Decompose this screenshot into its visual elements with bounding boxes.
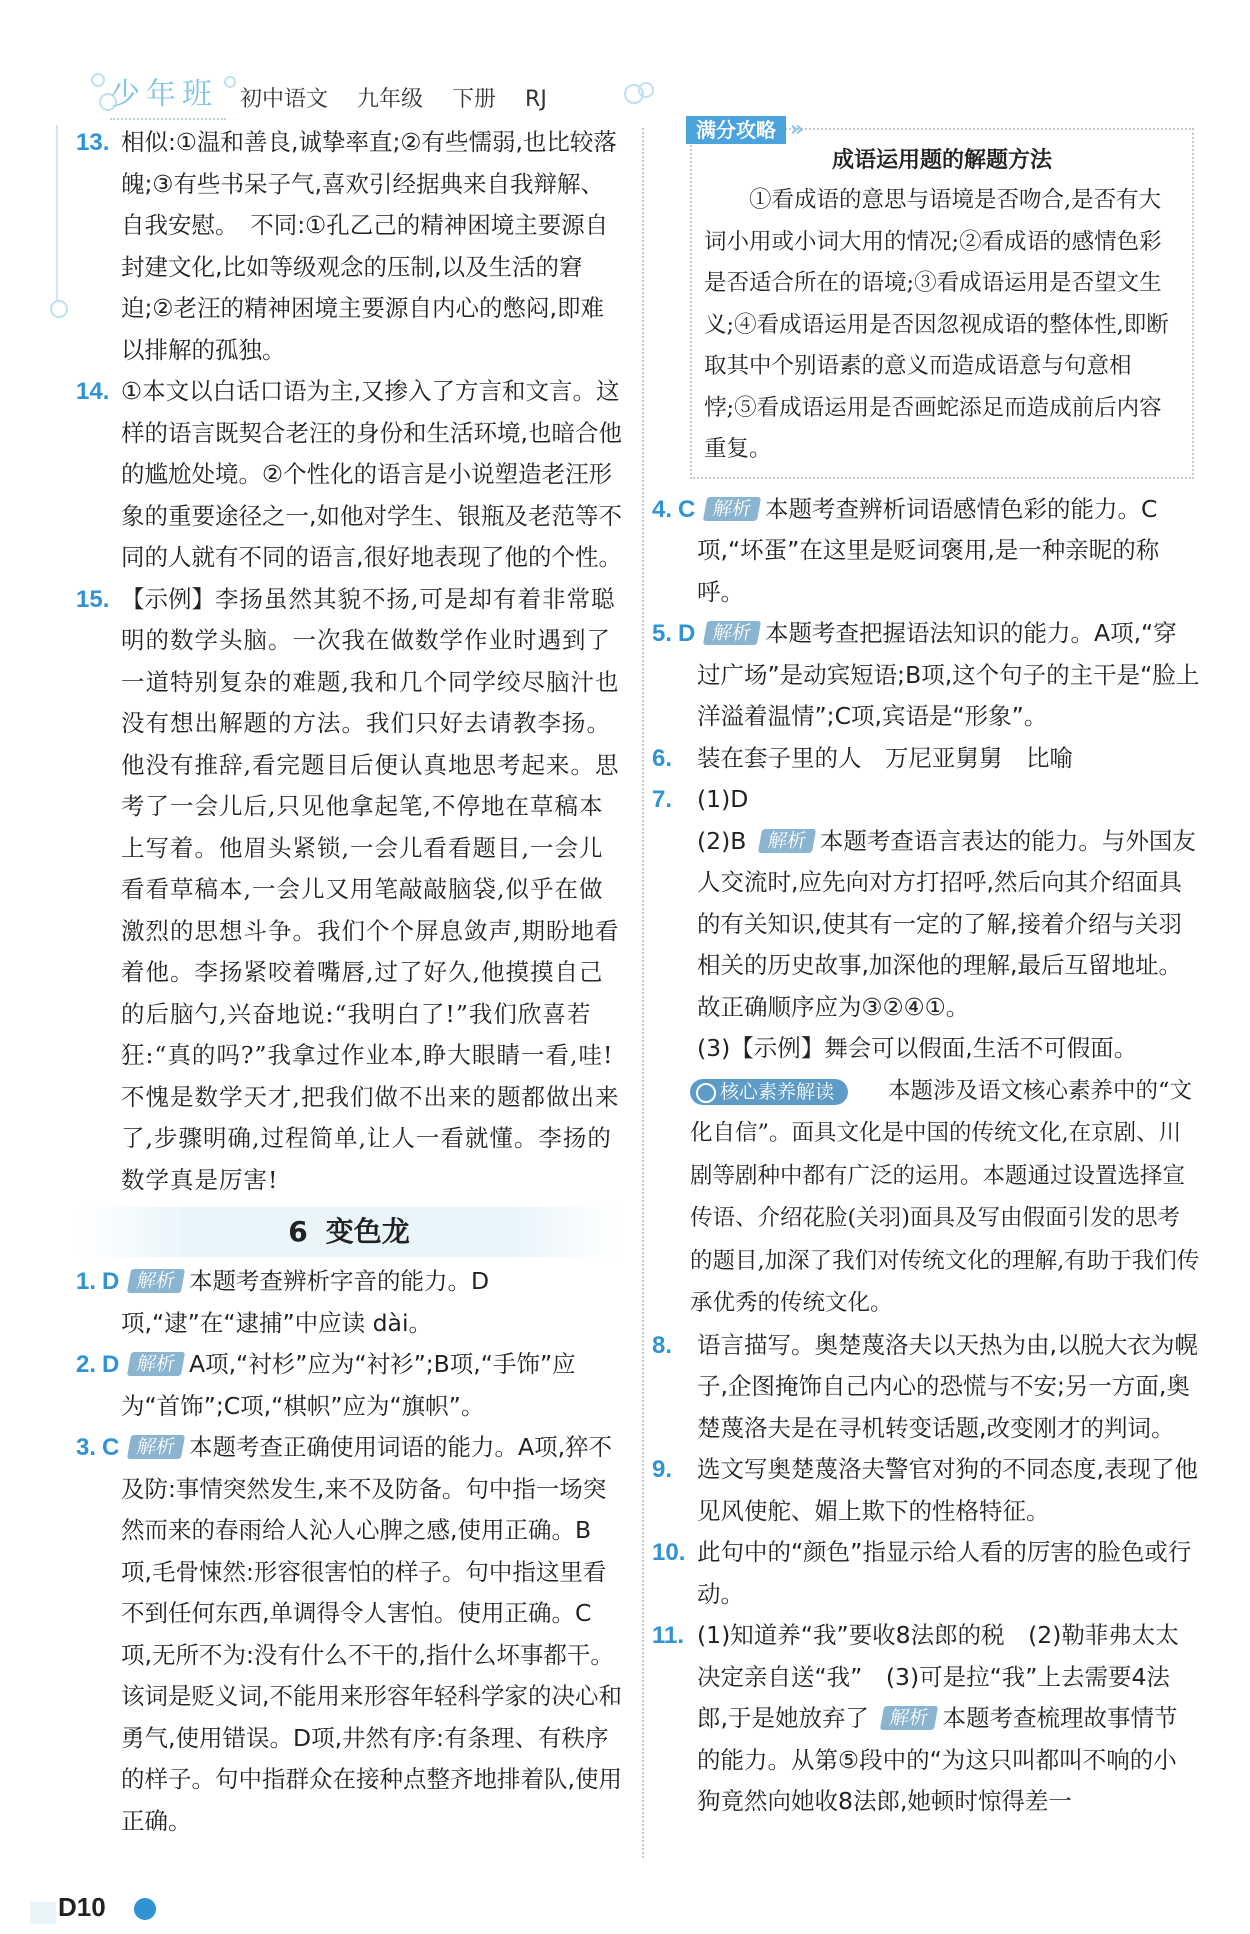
analysis-text: 本题考查梳理故事情节的能力。从第⑤段中的“为这只叫都叫不响的小狗竟然向她收8法郎,她顿时惊得差一	[697, 1704, 1178, 1815]
answer-text: (1)知道养“我”要收8法郎的税 (2)勒菲弗太太决定亲自送“我” (3)可是拉“我”上去需要4法郎,于是她放弃了	[697, 1621, 1179, 1732]
answer-3	[76, 1427, 622, 1842]
answer-7-part-3	[697, 1028, 1200, 1070]
answer-text: 选文写奥楚蔑洛夫警官对狗的不同态度,表现了他见风使舵、媚上欺下的性格特征。	[697, 1455, 1198, 1525]
analysis-text: A项,“衬杉”应为“衬衫”;B项,“手饰”应为“首饰”;C项,“棋帜”应为“旗帜”。	[121, 1350, 576, 1420]
example-text: 李扬虽然其貌不扬,可是却有着非常聪明的数学头脑。一次我在做数学作业时遇到了一道特别复杂的难题,我和几个同学绞尽脑汁也没有想出解题的方法。我们只好去请教李扬。他没有推辞,看完题目后便认真地思考起来。思考了一会儿后,只见他拿起笔,不停地在草稿本上写着。他眉头紧锁,一会儿看看题目,一会儿看看草稿本,一会儿又用笔敲敲脑袋,似乎在做激烈的思想斗争。我们个个屏息敛声,期盼地看着他。李扬紧咬着嘴唇,过了好久,他摸摸自己的后脑勺,兴奋地说:“我明白了!”我们欣喜若狂:“真的吗?”我拿过作业本,睁大眼睛一看,哇!不愧是数学天才,把我们做不出来的题都做出来了,步骤明确,过程简单,让人一看就懂。李扬的数学真是厉害!	[121, 584, 620, 1194]
footer-bar	[30, 1902, 56, 1924]
example-prefix: 【示例】	[121, 584, 215, 613]
question-number: 7.	[652, 786, 673, 813]
footer-dot-icon	[134, 1898, 156, 1920]
pin-icon	[50, 300, 68, 318]
answer-letter: C	[102, 1434, 120, 1461]
core-literacy-label: 核心素养解读	[690, 1079, 848, 1105]
left-column	[76, 122, 622, 1842]
answer-letter: D	[102, 1351, 120, 1378]
part-label: (3)	[697, 1034, 731, 1062]
tips-box	[690, 118, 1194, 479]
section-title: 变色龙	[325, 1215, 410, 1248]
question-number: 13.	[76, 129, 110, 156]
question-number: 6.	[652, 744, 673, 772]
edition-label: RJ	[525, 87, 547, 112]
answer-7	[652, 779, 1200, 1070]
analysis-tag: 解析	[127, 1435, 185, 1459]
answer-6	[652, 738, 1200, 780]
question-number: 10.	[652, 1539, 686, 1566]
core-literacy-note	[652, 1070, 1200, 1325]
question-number: 3.	[76, 1434, 97, 1461]
analysis-tag: 解析	[703, 621, 761, 645]
page-header	[90, 62, 1190, 122]
answer-text: 语言描写。奥楚蔑洛夫以天热为由,以脱大衣为幌子,企图掩饰自己内心的恐慌与不安;另一方面,奥楚蔑洛夫是在寻机转变话题,改变刚才的判词。	[697, 1330, 1198, 1442]
answer-14	[76, 371, 622, 579]
answer-text: 此句中的“颜色”指显示给人看的厉害的脸色或行动。	[697, 1538, 1192, 1608]
cloud-deco-icon	[620, 74, 660, 114]
question-number: 5.	[652, 620, 673, 647]
section-number: 6	[288, 1215, 308, 1248]
question-number: 9.	[652, 1456, 673, 1483]
answer-13	[76, 122, 622, 371]
tips-title: 成语运用题的解题方法	[831, 148, 1052, 173]
question-number: 14.	[76, 378, 110, 405]
analysis-tag: 解析	[127, 1352, 185, 1376]
question-number: 2.	[76, 1351, 97, 1378]
example-text: 舞会可以假面,生活不可假面。	[824, 1034, 1138, 1062]
tips-body: ①看成语的意思与语境是否吻合,是否有大词小用或小词大用的情况;②看成语的感情色彩是否适合所在的语境;③看成语运用是否望文生义;④看成语运用是否因忽视成语的整体性,即断取其中个别语素的意义而造成语意与句意相悖;⑤看成语运用是否画蛇添足而造成前后内容重复。	[704, 187, 1169, 462]
column-divider	[642, 128, 644, 1858]
right-column	[652, 118, 1200, 1823]
answer-text: 装在套子里的人 万尼亚舅舅 比喻	[697, 743, 1073, 772]
question-number: 8.	[652, 1331, 673, 1359]
analysis-text: 本题考查语言表达的能力。与外国友人交流时,应先向对方打招呼,然后向其介绍面具的有关知识,使其有一定的了解,接着介绍与关羽相关的历史故事,加深他的理解,最后互留地址。故正确顺序应为③②④①。	[697, 826, 1196, 1021]
subject-label: 初中语文	[240, 87, 329, 112]
analysis-tag: 解析	[703, 497, 761, 521]
analysis-text: 本题考查正确使用词语的能力。A项,猝不及防:事情突然发生,来不及防备。句中指一场突然而来的春雨给人沁人心脾之感,使用正确。B项,毛骨悚然:形容很害怕的样子。句中指这里看不到任何东西,单调得令人害怕。使用正确。C项,无所不为:没有什么不干的,指什么坏事都干。该词是贬义词,不能用来形容年轻科学家的决心和勇气,使用错误。D项,井然有序:有条理、有秩序的样子。句中指群众在接种点整齐地排着队,使用正确。	[121, 1433, 622, 1835]
answer-text: 相似:①温和善良,诚挚率直;②有些懦弱,也比较落魄;③有些书呆子气,喜欢引经据典来自我辩解、自我安慰。 不同:①孔乙己的精神困境主要源自封建文化,比如等级观念的压制,以及生活的窘迫;②老汪的精神困境主要源自内心的憋闷,即难以排解的孤独。	[121, 128, 617, 364]
answer-letter: C	[678, 495, 696, 523]
analysis-text: 本题考查辨析字音的能力。D项,“逮”在“逮捕”中应读 dài。	[121, 1267, 490, 1337]
grade-label: 九年级	[357, 87, 424, 112]
answer-10	[652, 1532, 1200, 1615]
answer-7-part-1: (1)D	[697, 785, 749, 813]
answer-11	[652, 1615, 1200, 1823]
answer-1	[76, 1261, 622, 1344]
answer-2	[76, 1344, 622, 1427]
page-footer	[30, 1892, 180, 1932]
question-number: 15.	[76, 585, 110, 613]
answer-letter: D	[678, 620, 696, 647]
answer-letter: D	[102, 1268, 120, 1295]
page-number: D10	[58, 1892, 106, 1922]
core-literacy-text: 本题涉及语文核心素养中的“文化自信”。面具文化是中国的传统文化,在京剧、川剧等剧种中都有广泛的运用。本题通过设置选择宣传语、介绍花脸(关羽)面具及写由假面引发的思考的题目,加深了我们对传统文化的理解,有助于我们传承优秀的传统文化。	[690, 1077, 1200, 1316]
brand-logo: 少年班	[110, 72, 226, 120]
book-info	[240, 82, 569, 113]
analysis-tag: 解析	[758, 829, 816, 853]
volume-label: 下册	[452, 87, 497, 112]
example-prefix: 【示例】	[730, 1034, 825, 1062]
answer-4	[652, 489, 1200, 614]
answer-9	[652, 1449, 1200, 1532]
question-number: 4.	[652, 495, 673, 523]
margin-line	[56, 125, 58, 315]
analysis-text: 本题考查辨析词语感情色彩的能力。C项,“坏蛋”在这里是贬词褒用,是一种亲昵的称呼。	[697, 494, 1160, 606]
answer-5	[652, 613, 1200, 738]
answer-15	[76, 579, 622, 1202]
answer-8	[652, 1325, 1200, 1450]
question-number: 11.	[652, 1622, 685, 1649]
tips-label: 满分攻略 »	[686, 116, 786, 144]
part-label: (2)B	[697, 826, 747, 855]
section-heading	[76, 1207, 622, 1257]
question-number: 1.	[76, 1268, 97, 1295]
answer-7-part-2	[697, 821, 1200, 1029]
analysis-tag: 解析	[880, 1706, 938, 1730]
answer-text: ①本文以白话口语为主,又掺入了方言和文言。这样的语言既契合老汪的身份和生活环境,也暗合他的尴尬处境。②个性化的语言是小说塑造老汪形象的重要途径之一,如他对学生、银瓶及老范等不同的人就有不同的语言,很好地表现了他的个性。	[121, 377, 622, 571]
analysis-text: 本题考查把握语法知识的能力。A项,“穿过广场”是动宾短语;B项,这个句子的主干是“脸上洋溢着温情”;C项,宾语是“形象”。	[697, 619, 1200, 730]
analysis-tag: 解析	[127, 1269, 185, 1293]
